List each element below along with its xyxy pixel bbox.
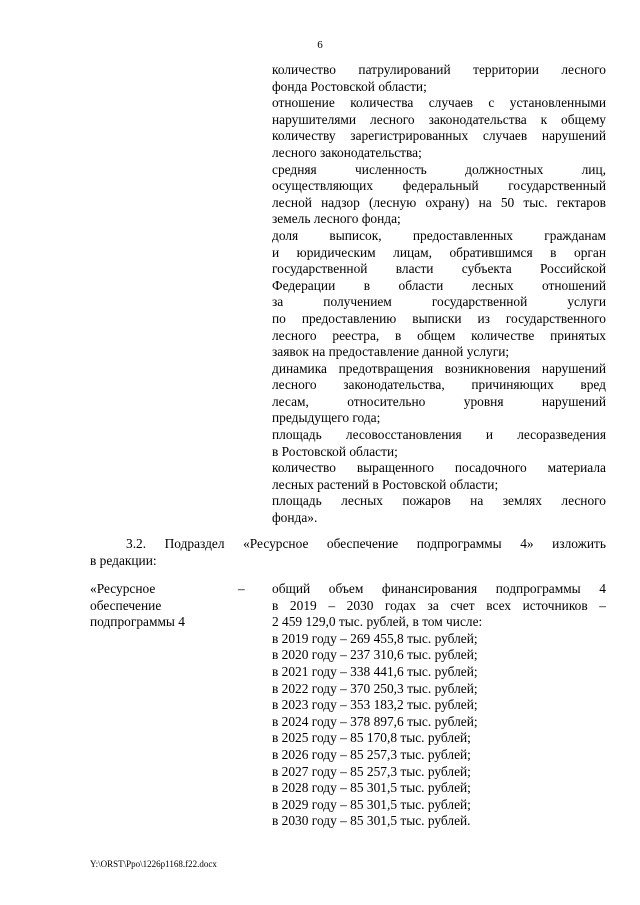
indicator-line: количеству зарегистрированных случаев нарушений	[272, 128, 606, 144]
funding-line: в 2027 году – 85 257,3 тыс. рублей;	[272, 763, 471, 779]
indicator-line: предыдущего года;	[272, 410, 381, 426]
resource-label-line: обеспечение	[90, 597, 162, 613]
indicator-line: нарушителями лесного законодательства к общему	[272, 111, 606, 127]
indicator-line: и юридическим лицам, обратившимся в орган	[272, 244, 606, 260]
funding-line: в 2023 году – 353 183,2 тыс. рублей;	[272, 697, 478, 713]
resource-label-line: подпрограммы 4	[90, 614, 185, 630]
indicator-line: площадь лесных пожаров на землях лесного	[272, 493, 606, 509]
indicator-line: земель лесного фонда;	[272, 211, 401, 227]
indicator-line: фонда».	[272, 510, 318, 526]
funding-line: 2 459 129,0 тыс. рублей, в том числе:	[272, 614, 483, 630]
funding-line: в 2029 году – 85 301,5 тыс. рублей;	[272, 796, 471, 812]
page-number: 6	[317, 39, 323, 51]
resource-label-line: «Ресурсное	[90, 581, 156, 596]
indicator-line: государственной власти субъекта Российской	[272, 261, 606, 277]
indicator-line: отношение количества случаев с установленными	[272, 95, 606, 111]
funding-list	[272, 581, 606, 830]
indicator-line: лесам, относительно уровня нарушений	[272, 393, 606, 409]
funding-line: в 2019 году – 269 455,8 тыс. рублей;	[272, 630, 478, 646]
funding-line: в 2024 году – 378 897,6 тыс. рублей;	[272, 713, 478, 729]
section-3-2-line: в редакции:	[90, 552, 157, 568]
indicator-line: фонда Ростовской области;	[272, 78, 427, 94]
indicator-line: лесной надзор (лесную охрану) на 50 тыс. гектаров	[272, 194, 606, 210]
section-3-2-paragraph	[90, 536, 606, 569]
funding-line: в 2030 году – 85 301,5 тыс. рублей.	[272, 813, 471, 829]
indicator-line: количество патрулирований территории лесного	[272, 62, 606, 77]
indicator-line: площадь лесовосстановления и лесоразведения	[272, 427, 606, 443]
indicator-line: осуществляющих федеральный государственный	[272, 178, 606, 194]
indicator-line: лесного законодательства;	[272, 144, 422, 160]
funding-line: в 2021 году – 338 441,6 тыс. рублей;	[272, 663, 478, 679]
indicator-line: лесного реестра, в общем количестве принятых	[272, 327, 606, 343]
indicator-line: доля выписок, предоставленных гражданам	[272, 227, 606, 243]
indicator-line: лесных растений в Ростовской области;	[272, 476, 499, 492]
funding-line: общий объем финансирования подпрограммы 4	[272, 581, 606, 596]
indicator-line: заявок на предоставление данной услуги;	[272, 344, 510, 360]
indicator-line: за получением государственной услуги	[272, 294, 606, 310]
funding-line: в 2020 году – 237 310,6 тыс. рублей;	[272, 647, 478, 663]
indicator-line: по предоставлению выписки из государственного	[272, 310, 606, 326]
label-dash: –	[238, 581, 245, 596]
funding-line: в 2019 – 2030 годах за счет всех источников –	[272, 597, 606, 613]
section-3-2-line: 3.2. Подраздел «Ресурсное обеспечение подпрограммы 4» изложить	[126, 536, 606, 551]
indicator-line: в Ростовской области;	[272, 443, 398, 459]
footer-file-path: Y:\ORST\Ppo\1226p1168.f22.docx	[90, 859, 217, 869]
indicator-line: динамика предотвращения возникновения нарушений	[272, 360, 606, 376]
indicator-line: количество выращенного посадочного материала	[272, 460, 606, 476]
funding-line: в 2022 году – 370 250,3 тыс. рублей;	[272, 680, 478, 696]
resource-section-label	[90, 581, 240, 631]
indicator-line: Федерации в области лесных отношений	[272, 277, 606, 293]
indicators-list	[272, 62, 606, 527]
funding-line: в 2025 году – 85 170,8 тыс. рублей;	[272, 730, 471, 746]
indicator-line: средняя численность должностных лиц,	[272, 161, 606, 177]
indicator-line: лесного законодательства, причиняющих вред	[272, 377, 606, 393]
funding-line: в 2026 году – 85 257,3 тыс. рублей;	[272, 746, 471, 762]
funding-line: в 2028 году – 85 301,5 тыс. рублей;	[272, 780, 471, 796]
